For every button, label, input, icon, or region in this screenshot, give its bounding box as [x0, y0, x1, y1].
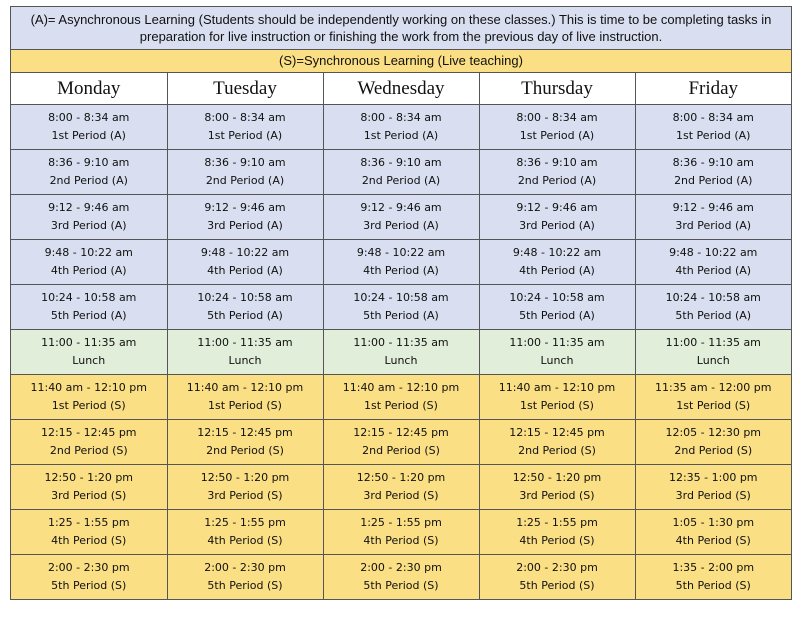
schedule-cell-tuesday — [167, 420, 323, 465]
time-range: 8:00 - 8:34 am — [516, 111, 598, 124]
schedule-cell-monday — [11, 105, 167, 150]
schedule-sheet — [10, 6, 792, 600]
day-header-friday: Friday — [635, 73, 791, 105]
time-range: 9:48 - 10:22 am — [44, 246, 133, 259]
schedule-cell-friday — [635, 375, 791, 420]
schedule-table — [11, 73, 791, 599]
day-header-row — [11, 73, 791, 105]
time-range: 12:15 - 12:45 pm — [40, 426, 137, 439]
period-label: 5th Period (A) — [207, 309, 283, 322]
schedule-cell-friday — [635, 240, 791, 285]
period-label: 4th Period (S) — [363, 534, 439, 547]
time-range: 9:12 - 9:46 am — [672, 201, 754, 214]
schedule-cell-friday — [635, 420, 791, 465]
period-label: 4th Period (A) — [363, 264, 439, 277]
period-label: 5th Period (S) — [519, 579, 595, 592]
period-label: 2nd Period (S) — [362, 444, 440, 457]
period-label: 4th Period (A) — [519, 264, 595, 277]
schedule-cell-wednesday — [323, 150, 479, 195]
period-label: 3rd Period (S) — [51, 489, 127, 502]
schedule-cell-friday — [635, 285, 791, 330]
time-range: 12:50 - 1:20 pm — [512, 471, 602, 484]
period-label: 1st Period (A) — [519, 129, 595, 142]
period-label: 3rd Period (A) — [207, 219, 283, 232]
time-range: 11:40 am - 12:10 pm — [30, 381, 147, 394]
time-range: 11:40 am - 12:10 pm — [186, 381, 304, 394]
period-label: 4th Period (S) — [51, 534, 127, 547]
time-range: 2:00 - 2:30 pm — [360, 561, 442, 574]
schedule-cell-tuesday — [167, 330, 323, 375]
time-range: 8:00 - 8:34 am — [672, 111, 754, 124]
time-range: 11:00 - 11:35 am — [665, 336, 761, 349]
time-range: 11:00 - 11:35 am — [41, 336, 137, 349]
period-label: 3rd Period (S) — [675, 489, 751, 502]
day-header-thursday: Thursday — [479, 73, 635, 105]
day-header-wednesday: Wednesday — [323, 73, 479, 105]
period-label: 1st Period (A) — [51, 129, 126, 142]
period-label: 2nd Period (S) — [674, 444, 753, 457]
schedule-row — [11, 555, 791, 600]
schedule-row — [11, 150, 791, 195]
schedule-cell-wednesday — [323, 105, 479, 150]
schedule-cell-friday — [635, 330, 791, 375]
schedule-body — [11, 105, 791, 600]
schedule-cell-thursday — [479, 465, 635, 510]
time-range: 1:25 - 1:55 pm — [47, 516, 130, 529]
time-range: 8:00 - 8:34 am — [204, 111, 286, 124]
time-range: 1:05 - 1:30 pm — [672, 516, 755, 529]
period-label: 1st Period (S) — [364, 399, 438, 412]
schedule-cell-friday — [635, 195, 791, 240]
time-range: 12:15 - 12:45 pm — [509, 426, 605, 439]
schedule-cell-tuesday — [167, 510, 323, 555]
time-range: 8:36 - 9:10 am — [360, 156, 442, 169]
period-label: 4th Period (S) — [519, 534, 595, 547]
period-label: 3rd Period (A) — [519, 219, 595, 232]
time-range: 12:35 - 1:00 pm — [668, 471, 758, 484]
time-range: 8:36 - 9:10 am — [672, 156, 754, 169]
period-label: Lunch — [72, 354, 106, 367]
time-range: 11:00 - 11:35 am — [197, 336, 293, 349]
schedule-cell-friday — [635, 465, 791, 510]
period-label: 4th Period (A) — [207, 264, 283, 277]
period-label: 5th Period (S) — [51, 579, 127, 592]
schedule-cell-monday — [11, 285, 167, 330]
time-range: 11:40 am - 12:10 pm — [498, 381, 616, 394]
day-header-monday: Monday — [11, 73, 167, 105]
schedule-cell-wednesday — [323, 465, 479, 510]
time-range: 12:50 - 1:20 pm — [44, 471, 134, 484]
sync-note: (S)=Synchronous Learning (Live teaching) — [11, 50, 791, 73]
period-label: 4th Period (A) — [50, 264, 127, 277]
schedule-cell-wednesday — [323, 510, 479, 555]
time-range: 1:25 - 1:55 pm — [204, 516, 286, 529]
time-range: 8:36 - 9:10 am — [516, 156, 598, 169]
period-label: 5th Period (A) — [50, 309, 127, 322]
period-label: 1st Period (A) — [676, 129, 751, 142]
schedule-cell-wednesday — [323, 195, 479, 240]
schedule-cell-friday — [635, 555, 791, 600]
period-label: 3rd Period (A) — [50, 219, 127, 232]
period-label: 5th Period (A) — [519, 309, 595, 322]
schedule-row — [11, 510, 791, 555]
time-range: 11:00 - 11:35 am — [509, 336, 605, 349]
schedule-cell-wednesday — [323, 555, 479, 600]
time-range: 12:50 - 1:20 pm — [200, 471, 290, 484]
period-label: 1st Period (S) — [520, 399, 594, 412]
time-range: 9:48 - 10:22 am — [669, 246, 758, 259]
schedule-cell-monday — [11, 375, 167, 420]
time-range: 1:35 - 2:00 pm — [672, 561, 755, 574]
schedule-cell-wednesday — [323, 285, 479, 330]
period-label: 2nd Period (A) — [361, 174, 441, 187]
schedule-cell-friday — [635, 105, 791, 150]
schedule-cell-monday — [11, 420, 167, 465]
period-label: 4th Period (A) — [675, 264, 752, 277]
schedule-cell-monday — [11, 330, 167, 375]
period-label: 4th Period (S) — [207, 534, 283, 547]
period-label: Lunch — [696, 354, 730, 367]
time-range: 12:15 - 12:45 pm — [353, 426, 449, 439]
schedule-cell-monday — [11, 510, 167, 555]
schedule-cell-thursday — [479, 195, 635, 240]
schedule-cell-wednesday — [323, 375, 479, 420]
schedule-cell-monday — [11, 240, 167, 285]
period-label: 2nd Period (A) — [205, 174, 285, 187]
schedule-cell-monday — [11, 555, 167, 600]
time-range: 12:50 - 1:20 pm — [356, 471, 446, 484]
schedule-cell-tuesday — [167, 555, 323, 600]
schedule-cell-thursday — [479, 420, 635, 465]
period-label: 2nd Period (S) — [206, 444, 284, 457]
schedule-cell-wednesday — [323, 420, 479, 465]
period-label: 2nd Period (A) — [517, 174, 597, 187]
period-label: 4th Period (S) — [675, 534, 751, 547]
time-range: 12:05 - 12:30 pm — [665, 426, 762, 439]
period-label: 1st Period (A) — [207, 129, 283, 142]
schedule-cell-tuesday — [167, 105, 323, 150]
schedule-cell-monday — [11, 150, 167, 195]
schedule-row — [11, 375, 791, 420]
period-label: Lunch — [228, 354, 262, 367]
time-range: 8:00 - 8:34 am — [360, 111, 442, 124]
schedule-cell-tuesday — [167, 465, 323, 510]
period-label: 3rd Period (S) — [363, 489, 439, 502]
schedule-cell-tuesday — [167, 240, 323, 285]
period-label: 3rd Period (A) — [363, 219, 439, 232]
schedule-cell-thursday — [479, 285, 635, 330]
schedule-cell-thursday — [479, 555, 635, 600]
period-label: 1st Period (A) — [363, 129, 439, 142]
time-range: 9:48 - 10:22 am — [512, 246, 602, 259]
time-range: 9:48 - 10:22 am — [200, 246, 290, 259]
async-note: (A)= Asynchronous Learning (Students should be independently working on these classes.) This is time to be completing tasks in preparation for live instruction or finishing the work from the previous day of live instruction. — [11, 7, 791, 50]
schedule-cell-thursday — [479, 105, 635, 150]
schedule-cell-tuesday — [167, 375, 323, 420]
period-label: 5th Period (A) — [675, 309, 752, 322]
day-header-tuesday: Tuesday — [167, 73, 323, 105]
schedule-cell-friday — [635, 150, 791, 195]
time-range: 11:40 am - 12:10 pm — [342, 381, 460, 394]
schedule-row — [11, 240, 791, 285]
period-label: 2nd Period (S) — [518, 444, 596, 457]
period-label: 1st Period (S) — [676, 399, 751, 412]
time-range: 9:12 - 9:46 am — [48, 201, 130, 214]
schedule-row — [11, 195, 791, 240]
time-range: 9:48 - 10:22 am — [356, 246, 446, 259]
time-range: 9:12 - 9:46 am — [516, 201, 598, 214]
schedule-cell-thursday — [479, 510, 635, 555]
period-label: 5th Period (S) — [363, 579, 439, 592]
schedule-cell-friday — [635, 510, 791, 555]
period-label: Lunch — [384, 354, 418, 367]
time-range: 8:36 - 9:10 am — [204, 156, 286, 169]
schedule-cell-tuesday — [167, 285, 323, 330]
time-range: 1:25 - 1:55 pm — [516, 516, 598, 529]
time-range: 2:00 - 2:30 pm — [204, 561, 286, 574]
time-range: 11:00 - 11:35 am — [353, 336, 449, 349]
period-label: 1st Period (S) — [208, 399, 282, 412]
time-range: 8:00 - 8:34 am — [48, 111, 130, 124]
period-label: 3rd Period (S) — [207, 489, 283, 502]
schedule-cell-thursday — [479, 240, 635, 285]
time-range: 10:24 - 10:58 am — [197, 291, 293, 304]
time-range: 10:24 - 10:58 am — [509, 291, 605, 304]
period-label: 3rd Period (S) — [519, 489, 595, 502]
schedule-cell-tuesday — [167, 195, 323, 240]
time-range: 10:24 - 10:58 am — [41, 291, 137, 304]
schedule-row — [11, 285, 791, 330]
schedule-row — [11, 465, 791, 510]
period-label: 2nd Period (A) — [49, 174, 128, 187]
period-label: 2nd Period (S) — [49, 444, 128, 457]
schedule-row — [11, 330, 791, 375]
time-range: 8:36 - 9:10 am — [48, 156, 130, 169]
schedule-row — [11, 420, 791, 465]
time-range: 1:25 - 1:55 pm — [360, 516, 442, 529]
period-label: 5th Period (A) — [363, 309, 439, 322]
period-label: 3rd Period (A) — [675, 219, 752, 232]
time-range: 11:35 am - 12:00 pm — [654, 381, 772, 394]
period-label: 5th Period (S) — [675, 579, 751, 592]
time-range: 2:00 - 2:30 pm — [516, 561, 598, 574]
schedule-cell-thursday — [479, 150, 635, 195]
schedule-cell-thursday — [479, 330, 635, 375]
schedule-cell-thursday — [479, 375, 635, 420]
schedule-cell-monday — [11, 195, 167, 240]
time-range: 9:12 - 9:46 am — [204, 201, 286, 214]
period-label: 2nd Period (A) — [674, 174, 753, 187]
period-label: Lunch — [540, 354, 574, 367]
time-range: 12:15 - 12:45 pm — [197, 426, 293, 439]
schedule-cell-monday — [11, 465, 167, 510]
schedule-cell-wednesday — [323, 240, 479, 285]
time-range: 2:00 - 2:30 pm — [47, 561, 130, 574]
time-range: 10:24 - 10:58 am — [353, 291, 449, 304]
period-label: 1st Period (S) — [51, 399, 126, 412]
period-label: 5th Period (S) — [207, 579, 283, 592]
time-range: 10:24 - 10:58 am — [665, 291, 761, 304]
schedule-row — [11, 105, 791, 150]
schedule-cell-wednesday — [323, 330, 479, 375]
schedule-cell-tuesday — [167, 150, 323, 195]
time-range: 9:12 - 9:46 am — [360, 201, 442, 214]
